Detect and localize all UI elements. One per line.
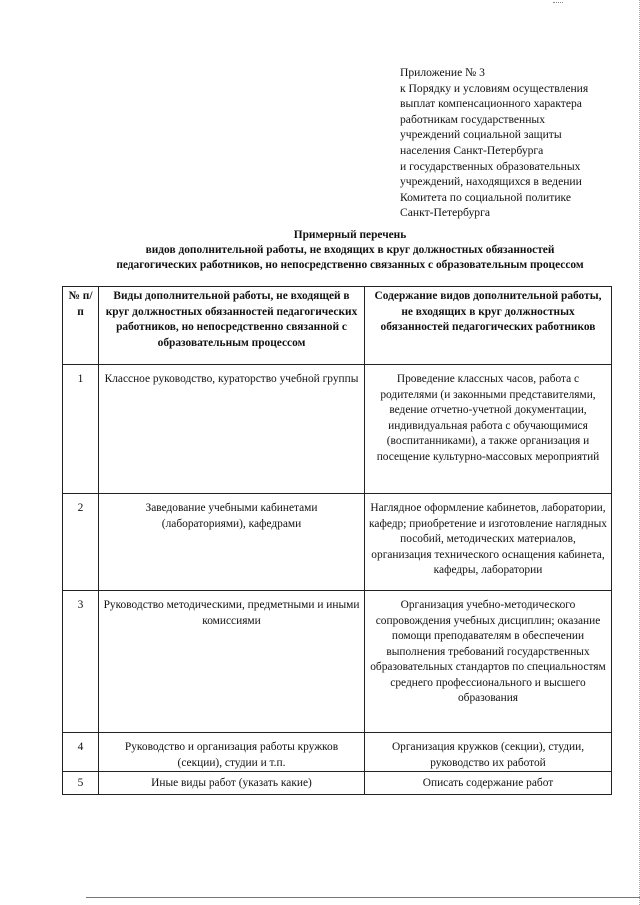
row-kind: Заведование учебными кабинетами (лабораториями), кафедрами bbox=[99, 494, 365, 591]
row-content: Организация учебно-методического сопровождения учебных дисциплин; оказание помощи преподавателям в обеспечении выполнения требований государственных образовательных стандартов по специальностям среднего профессионального и высшего образования bbox=[365, 591, 612, 733]
row-content: Наглядное оформление кабинетов, лаборатории, кафедр; приобретение и изготовление наглядных пособий, методических материалов, организация технического оснащения кабинета, кафедры, лаборатории bbox=[365, 494, 612, 591]
row-number: 1 bbox=[63, 365, 99, 494]
scan-artifact-top bbox=[553, 2, 563, 4]
row-kind: Руководство методическими, предметными и иными комиссиями bbox=[99, 591, 365, 733]
row-content: Проведение классных часов, работа с родителями (и законными представителями, ведение отчетно-учетной документации, индивидуальная работа с обучающимися (воспитанниками), а также организация и посещение культурно-массовых мероприятий bbox=[365, 365, 612, 494]
appendix-line: учреждений социальной защиты bbox=[400, 128, 562, 142]
row-number: 4 bbox=[63, 733, 99, 772]
table-row bbox=[63, 591, 612, 733]
table-row bbox=[63, 772, 612, 795]
table-row bbox=[63, 365, 612, 494]
header-number: № п/п bbox=[63, 287, 99, 365]
document-heading bbox=[60, 228, 640, 273]
appendix-line: работникам государственных bbox=[400, 112, 546, 126]
appendix-line: Санкт-Петербурга bbox=[400, 206, 490, 220]
table-header-row bbox=[63, 287, 612, 365]
appendix-line: и государственных образовательных bbox=[400, 159, 581, 173]
header-kind: Виды дополнительной работы, не входящей в круг должностных обязанностей педагогических работников, но непосредственно связанной с образовательным процессом bbox=[99, 287, 365, 365]
appendix-line: к Порядку и условиям осуществления bbox=[400, 81, 589, 95]
table-row bbox=[63, 733, 612, 772]
appendix-line: Приложение № 3 bbox=[400, 66, 485, 79]
header-content: Содержание видов дополнительной работы, не входящих в круг должностных обязанностей педагогических работников bbox=[365, 287, 612, 365]
row-kind: Классное руководство, кураторство учебной группы bbox=[99, 365, 365, 494]
appendix-line: выплат компенсационного характера bbox=[400, 97, 582, 111]
heading-title: Примерный перечень bbox=[293, 229, 407, 241]
appendix-line: населения Санкт-Петербурга bbox=[400, 143, 544, 157]
table-row bbox=[63, 494, 612, 591]
appendix-line: Комитета по социальной политике bbox=[400, 190, 572, 204]
row-number: 2 bbox=[63, 494, 99, 591]
row-kind: Иные виды работ (указать какие) bbox=[99, 772, 365, 795]
row-content: Описать содержание работ bbox=[365, 772, 612, 795]
row-number: 3 bbox=[63, 591, 99, 733]
row-content: Организация кружков (секции), студии, руководство их работой bbox=[365, 733, 612, 772]
row-kind: Руководство и организация работы кружков (секции), студии и т.п. bbox=[99, 733, 365, 772]
appendix-note bbox=[400, 65, 625, 221]
work-types-table bbox=[62, 286, 612, 795]
row-number: 5 bbox=[63, 772, 99, 795]
scan-edge-bottom bbox=[86, 897, 640, 899]
heading-line: педагогических работников, но непосредственно связанных с образовательным процессом bbox=[116, 259, 584, 271]
appendix-line: учреждений, находящихся в ведении bbox=[400, 175, 582, 189]
heading-line: видов дополнительной работы, не входящих в круг должностных обязанностей bbox=[145, 244, 555, 256]
